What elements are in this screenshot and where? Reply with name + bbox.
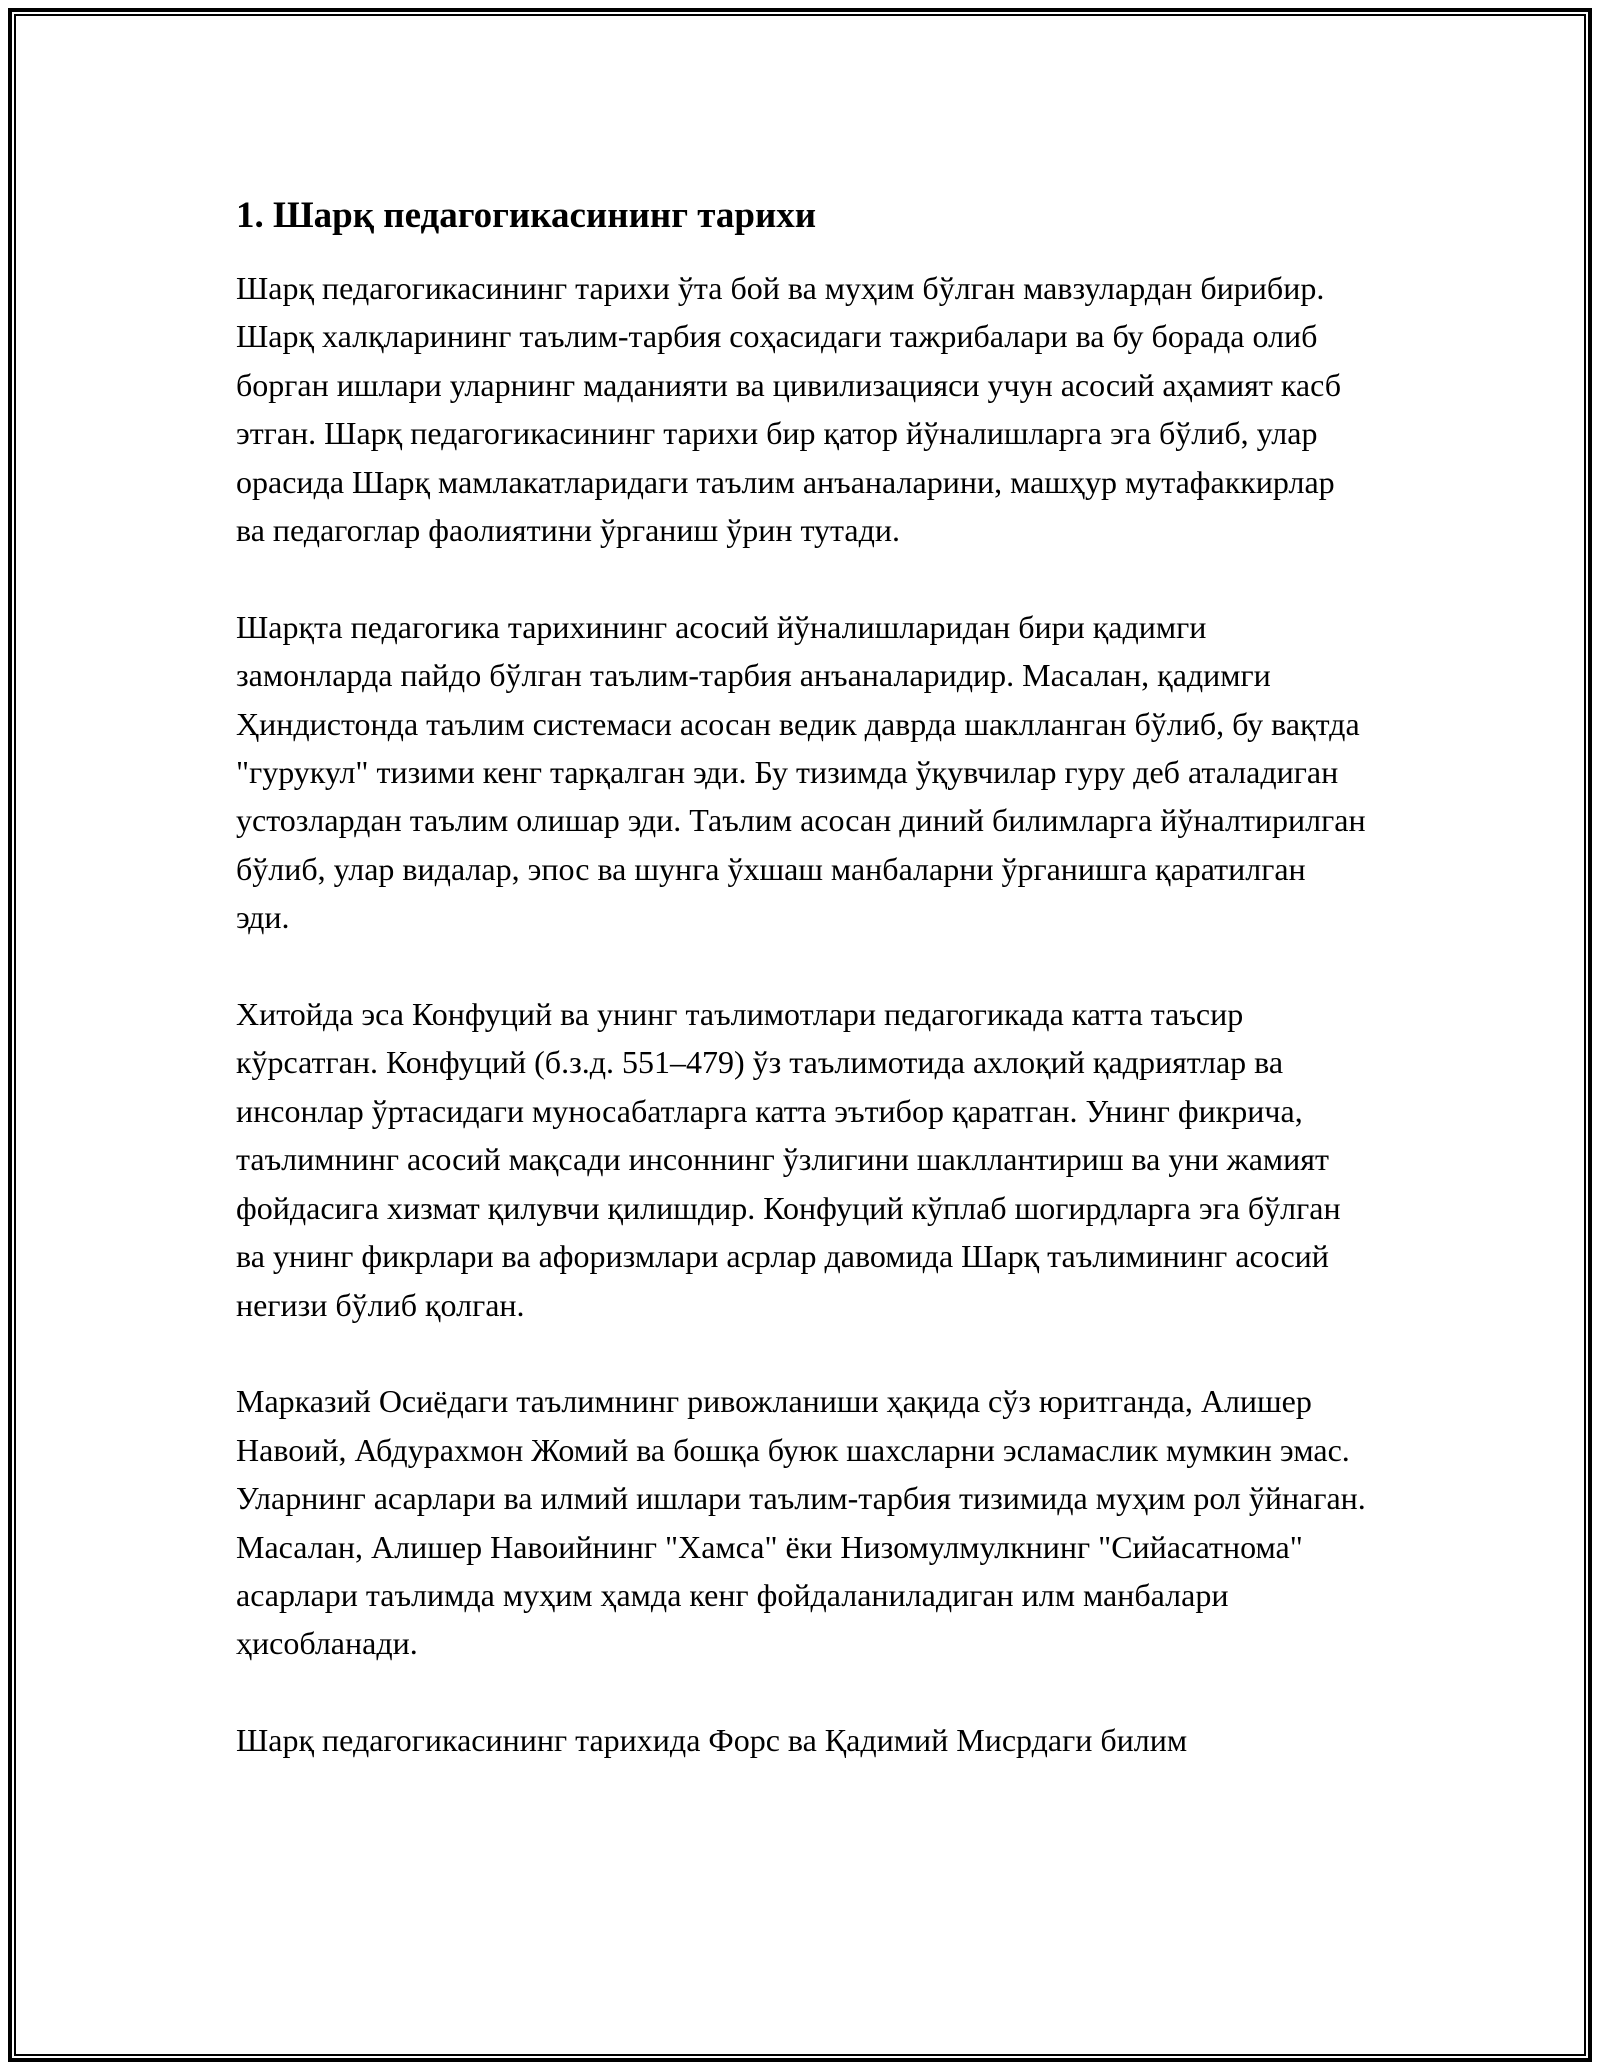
- section-heading: 1. Шарқ педагогикасининг тарихи: [236, 195, 817, 236]
- paragraph-china: Хитойда эса Конфуций ва унинг таълимотлари педагогикада катта таъсир кўрсатган. Конфуций (б.з.д. 551–479) ўз таълимотида ахлоқий қадриятлар ва инсонлар ўртасидаги муносабатларга катта эътибор қаратган. Унинг фикрича, таълимнинг асосий мақсади инсоннинг ўзлигини шакллантириш ва уни жамият фойдасига хизмат қилувчи қилишдир. Конфуций кўплаб шогирдларга эга бўлган ва унинг фикрлари ва афоризмлари асрлар давомида Шарқ таълимининг асосий негизи бўлиб қолган.: [236, 996, 1341, 1323]
- paragraph-persia-egypt: Шарқ педагогикасининг тарихида Форс ва Қадимий Мисрдаги билим: [236, 1722, 1188, 1759]
- document-body: [236, 188, 1366, 1765]
- paragraph-india: Шарқта педагогика тарихининг асосий йўналишларидан бири қадимги замонларда пайдо бўлган таълим-тарбия анъаналаридир. Масалан, қадимги Ҳиндистонда таълим системаси асосан ведик даврда шаклланган бўлиб, бу вақтда "гурукул" тизими кенг тарқалган эди. Бу тизимда ўқувчилар гуру деб аталадиган устозлардан таълим олишар эди. Таълим асосан диний билимларга йўналтирилган бўлиб, улар видалар, эпос ва шунга ўхшаш манбаларни ўрганишга қаратилган эди.: [236, 608, 1366, 936]
- paragraph-central-asia: Марказий Осиёдаги таълимнинг ривожланиши ҳақида сўз юритганда, Алишер Навоий, Абдурахмон Жомий ва бошқа буюк шахсларни эсламаслик мумкин эмас. Уларнинг асарлари ва илмий ишлари таълим-тарбия тизимида муҳим рол ўйнаган. Масалан, Алишер Навоийнинг "Хамса" ёки Низомулмулкнинг "Сийасатнома" асарлари таълимда муҳим ҳамда кенг фойдаланиладиган илм манбалари ҳисобланади.: [236, 1383, 1366, 1662]
- paragraph-intro: Шарқ педагогикасининг тарихи ўта бой ва муҳим бўлган мавзулардан бирибир. Шарқ халқларининг таълим-тарбия соҳасидаги тажрибалари ва бу борада олиб борган ишлари уларнинг маданияти ва цивилизацияси учун асосий аҳамият касб этган. Шарқ педагогикасининг тарихи бир қатор йўналишларга эга бўлиб, улар орасида Шарқ мамлакатларидаги таълим анъаналарини, машҳур мутафаккирлар ва педагоглар фаолиятини ўрганиш ўрин тутади.: [236, 270, 1341, 549]
